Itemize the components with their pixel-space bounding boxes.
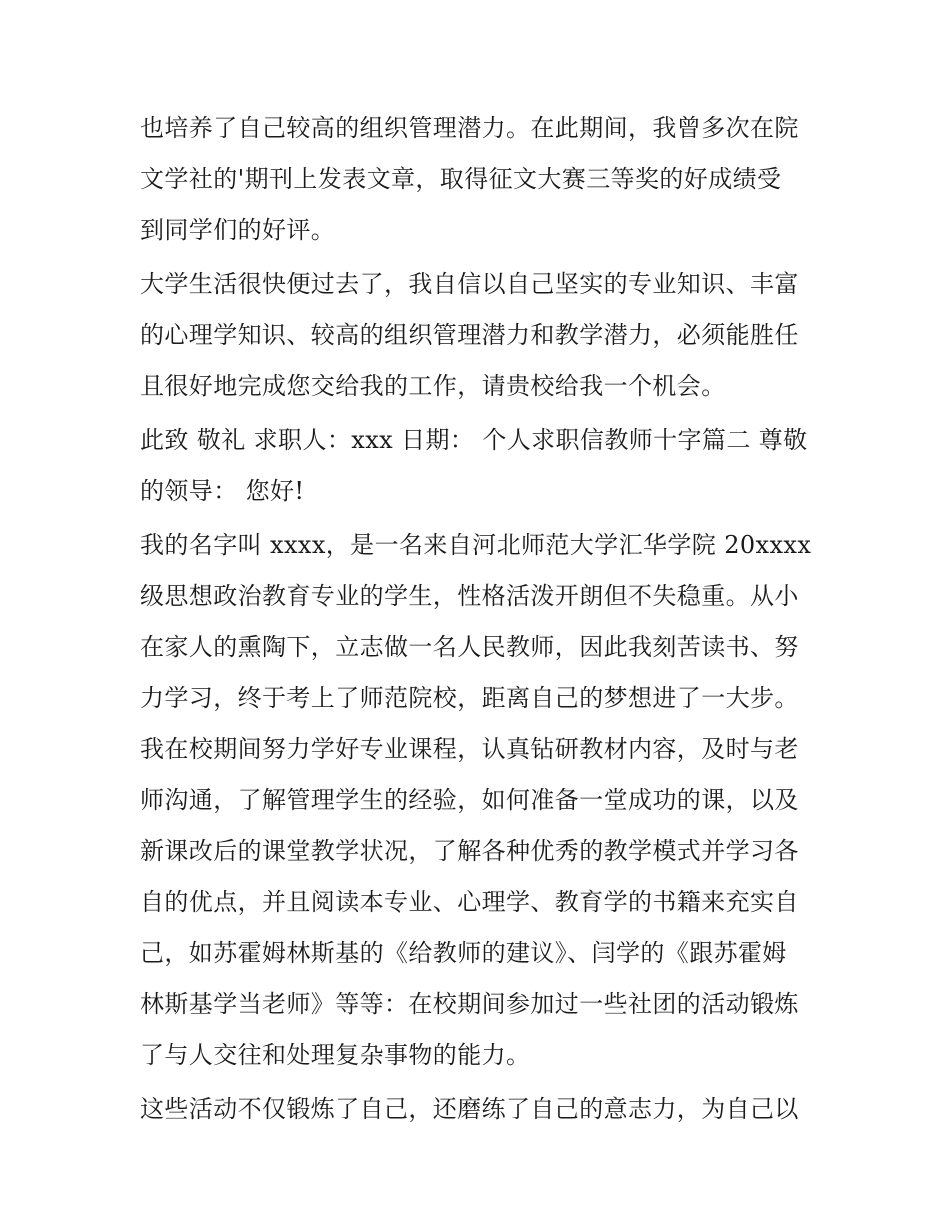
text-line: 的心理学知识、较高的组织管理潜力和教学潜力，必须能胜任 (140, 321, 799, 349)
text-line: 力学习，终于考上了师范院校，距离自己的梦想进了一大步。 (140, 684, 799, 712)
text-line: 文学社的'期刊上发表文章，取得征文大赛三等奖的好成绩受 (140, 165, 782, 193)
text-line: 林斯基学当老师》等等：在校期间参加过一些社团的活动锻炼 (140, 990, 799, 1018)
paragraph-1 (140, 103, 820, 256)
paragraph-2 (140, 259, 820, 412)
text-line: 我的名字叫 xxxx，是一名来自河北师范大学汇华学院 20xxxx (140, 531, 812, 559)
paragraph-3 (140, 415, 820, 517)
text-line: 我在校期间努力学好专业课程，认真钻研教材内容，及时与老 (140, 735, 799, 763)
text-line: 了与人交往和处理复杂事物的能力。 (140, 1041, 531, 1069)
text-line: 这些活动不仅锻炼了自己，还磨练了自己的意志力，为自己以 (140, 1095, 799, 1123)
text-line: 新课改后的课堂教学状况，了解各种优秀的教学模式并学习各 (140, 837, 799, 865)
text-line: 自的优点，并且阅读本专业、心理学、教育学的书籍来充实自 (140, 888, 799, 916)
text-line: 的领导： 您好! (140, 477, 305, 505)
text-line: 大学生活很快便过去了，我自信以自己坚实的专业知识、丰富 (140, 270, 799, 298)
text-line: 到同学们的好评。 (140, 216, 336, 244)
text-line: 且很好地完成您交给我的工作，请贵校给我一个机会。 (140, 372, 726, 400)
text-line: 师沟通，了解管理学生的经验，如何准备一堂成功的课，以及 (140, 786, 799, 814)
text-line: 己，如苏霍姆林斯基的《给教师的建议》、闫学的《跟苏霍姆 (140, 939, 787, 967)
document-body (140, 103, 820, 1135)
text-line: 也培养了自己较高的组织管理潜力。在此期间，我曾多次在院 (140, 114, 799, 142)
text-line: 此致 敬礼 求职人：xxx 日期： 个人求职信教师十字篇二 尊敬 (140, 426, 808, 454)
text-line: 级思想政治教育专业的学生，性格活泼开朗但不失稳重。从小 (140, 582, 799, 610)
text-line: 在家人的熏陶下，立志做一名人民教师，因此我刻苦读书、努 (140, 633, 799, 661)
paragraph-4 (140, 520, 820, 1081)
paragraph-5 (140, 1084, 820, 1135)
